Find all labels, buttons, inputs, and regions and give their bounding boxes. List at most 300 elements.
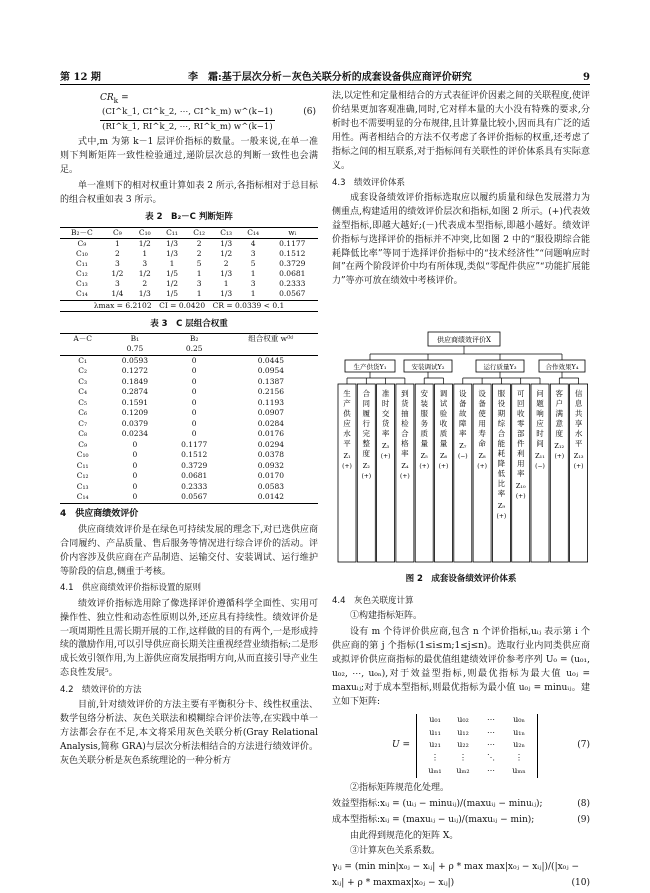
matrix-cell: uₘ₁	[428, 765, 442, 775]
leaf-node-char: 备	[459, 399, 467, 408]
table-row	[60, 461, 318, 472]
matrix-cell: uₘ₂	[456, 765, 470, 775]
matrix-cell: u₀₂	[457, 714, 469, 724]
table-row	[60, 269, 318, 279]
matrix-cell: u₀₁	[429, 714, 441, 724]
table-cell: 0.0681	[279, 269, 306, 279]
leaf-node-char: 可	[516, 389, 525, 398]
table-cell: 0	[191, 408, 197, 418]
table-row	[60, 238, 318, 249]
leaf-node-symbol: Z₁₁	[535, 452, 545, 460]
matrix-cell: u₀ₙ	[513, 714, 525, 724]
table-cell: 0.1209	[121, 408, 149, 418]
leaf-node-char: 备	[478, 399, 486, 408]
leaf-node-char: 利	[516, 449, 525, 458]
leaf-node-char: 共	[574, 409, 583, 418]
table-cell: 0	[132, 471, 138, 481]
table-cell: 3	[250, 279, 256, 289]
leaf-node-char: 量	[439, 439, 448, 448]
leaf-node-char: 收	[516, 409, 525, 418]
leaf-node-char: 部	[516, 429, 525, 438]
table-cell: C₇	[78, 418, 88, 428]
leaf-node-char: 合	[401, 429, 409, 438]
leaf-node-char: 意	[555, 419, 564, 428]
leaf-node-char: 格	[401, 439, 409, 448]
leaf-node-char: 率	[381, 429, 390, 438]
leaf-node-char: 务	[420, 419, 428, 428]
matrix-lhs: U =	[392, 739, 410, 750]
table-cell: 0.3729	[279, 259, 306, 268]
leaf-node-char: 期	[497, 409, 506, 418]
table-cell: 0.0142	[224, 492, 318, 503]
table-row	[60, 249, 318, 259]
paragraph: 设有 m 个待评价供应商,包含 n 个评价指标,uᵢⱼ 表示第 i 个供应商的第 j 个指标(1≤i≤m;1≤j≤n)。选取行业内同类供应商或拟评价供应商指标的最优值组建绩效评价参考序列 U₀ = (u₀₁, u₀₂, ⋯, u₀ₙ),对于效益型指标,则最优指标为最大值 u₀ⱼ = maxuᵢⱼ;对于成本型指标,则最优指标为最小值 u₀ⱼ = minuᵢⱼ。建立如下矩阵:	[332, 627, 590, 707]
table-row	[60, 408, 318, 419]
table-header-cell: wᵢ	[267, 227, 318, 238]
table-cell: 0.0284	[257, 418, 285, 428]
leaf-node-char: 服	[420, 409, 428, 418]
table-cell: 0.0379	[121, 418, 149, 428]
table-cell: C₁₄	[60, 289, 104, 300]
leaf-node-char: 响	[536, 409, 544, 418]
subsection-heading: 4.3 绩效评价体系	[332, 177, 406, 188]
equation-10-cont: xᵢⱼ| + ρ * maxmax|x₀ⱼ − xᵢⱼ|) (10)	[332, 878, 590, 889]
matrix-cell: ⋮	[515, 753, 523, 763]
table-cell: 0.1387	[257, 376, 285, 386]
table-cell: 1	[115, 238, 120, 248]
leaf-node-char: 合	[362, 389, 371, 398]
leaf-node-symbol: Z₆	[439, 452, 448, 460]
leaf-node-char: 货	[401, 399, 409, 408]
leaf-node-char: 能	[497, 439, 506, 448]
step-label: ①构建指标矩阵。	[350, 611, 423, 622]
matrix-cell: ⋯	[487, 740, 495, 750]
table-header-cell: 组合权重 w⁽ᵏ⁾	[224, 333, 318, 344]
table-header-cell: C₁₃	[212, 227, 239, 238]
leaf-node-char: 用	[478, 419, 486, 428]
leaf-node-char: 度	[555, 429, 564, 438]
table-cell: 2	[196, 238, 202, 248]
table-row	[60, 259, 318, 269]
table-cell: 1/2	[111, 269, 124, 279]
table-cell: 1	[142, 248, 148, 258]
table-header-cell: C₁₂	[186, 227, 213, 238]
table-header-cell: 0.75	[105, 344, 164, 355]
equation-10: γᵢⱼ = (min min|x₀ⱼ − xᵢⱼ| + ρ * max max|x₀ⱼ − xᵢⱼ|)/(|x₀ⱼ −	[332, 862, 580, 873]
leaf-node-char: 率	[516, 469, 525, 478]
table-cell: 1/2	[138, 269, 151, 279]
table-cell: 0.2156	[257, 387, 285, 397]
leaf-node-char: 享	[574, 419, 583, 428]
leaf-node-char: 客	[555, 389, 564, 398]
table-cell: C₄	[78, 387, 88, 397]
table-cell: C₆	[78, 408, 88, 418]
table-cell: 0.0583	[257, 481, 285, 491]
leaf-node-char: 同	[362, 399, 371, 408]
matrix-cell: ⋯	[487, 765, 495, 775]
table-row	[60, 450, 318, 461]
leaf-node-char: 水	[574, 429, 583, 438]
table-cell: 2	[196, 248, 202, 258]
leaf-node-char: 零	[516, 419, 525, 428]
leaf-node-sign: (+)	[515, 493, 526, 500]
leaf-node-char: 命	[478, 439, 486, 448]
leaf-node-char: 问	[536, 389, 544, 398]
leaf-node-char: 供	[343, 409, 351, 418]
leaf-node-char: 应	[343, 419, 351, 428]
paragraph: 由此得到规范化的矩阵 X。	[350, 830, 459, 841]
leaf-node-char: 货	[381, 419, 390, 428]
matrix-cell: ⋮	[431, 753, 439, 763]
right-column	[332, 90, 590, 291]
page-number: 9	[583, 72, 590, 83]
leaf-node-char: 耗	[497, 449, 506, 458]
section-heading: 4 供应商绩效评价	[60, 508, 139, 519]
header-rule	[60, 84, 590, 85]
table-cell: 1/2	[220, 248, 233, 258]
table-cell: 1/3	[220, 238, 233, 248]
table-cell: 0.1177	[279, 238, 306, 248]
leaf-node-char: 质	[420, 429, 428, 438]
table-header-cell: C₉	[104, 227, 131, 238]
table-cell: 0.0567	[267, 289, 318, 300]
leaf-node-char: 故	[459, 409, 467, 418]
matrix-grid	[416, 714, 538, 778]
leaf-node-sign: (+)	[477, 463, 487, 470]
table-header-cell: C₁₀	[131, 227, 158, 238]
leaf-node-char: 安	[420, 389, 428, 398]
leaf-node-char: 质	[439, 429, 448, 438]
table-cell: C₁₁	[76, 460, 89, 470]
equation-9: 成本型指标:xᵢⱼ = (maxuᵢⱼ − uᵢⱼ)/(maxuᵢⱼ − min); (9)	[332, 814, 590, 825]
equation-number: (6)	[303, 106, 316, 117]
leaf-node-char: 完	[362, 429, 371, 438]
table-cell: 0.0932	[257, 460, 285, 470]
table-cell: C₁₂	[76, 471, 89, 481]
leaf-node-symbol: Z₃	[382, 442, 390, 450]
table-cell: 1/3	[131, 289, 158, 300]
matrix-cell: uₘₙ	[512, 765, 526, 775]
table-row	[60, 482, 318, 493]
leaf-node-symbol: Z₁₀	[515, 482, 526, 490]
matrix-cell: u₂₁	[429, 740, 441, 750]
leaf-node-sign: (+)	[342, 463, 352, 470]
table-cell: 4	[250, 238, 256, 248]
paragraph: 法,以定性和定量相结合的方式表征评价因素之间的关联程度,使评价结果更加客观准确,同时,它对样本量的大小没有特殊的要求,分析时也不需要明显的分布规律,且计算量比较小,因而具有广泛的适用性。两者相结合的方法不仅考虑了各评价指标的权重,还考虑了指标之间的相互联系,对于指标间有关联性的评价体系具有实际意义。	[332, 91, 590, 171]
equation-number: (7)	[577, 739, 590, 750]
table-header-cell: 0.25	[165, 344, 224, 355]
leaf-node-char: 时	[536, 429, 544, 438]
table-cell: 0	[132, 439, 138, 449]
matrix-cell: u₂₂	[457, 740, 469, 750]
table-cell: C₉	[77, 238, 87, 248]
table-cell: 2	[223, 259, 229, 268]
table-cell: 0	[191, 387, 197, 397]
table-row	[60, 279, 318, 289]
leaf-node-char: 回	[516, 399, 525, 408]
leaf-node-char: 间	[536, 439, 544, 448]
leaf-node-symbol: Z₇	[459, 442, 467, 450]
table-cell: 0	[191, 429, 197, 439]
table-cell: 0.0170	[257, 471, 285, 481]
table-row	[60, 492, 318, 503]
table-cell: C₁₃	[76, 279, 88, 289]
group-node-label: 安装调试Y₂	[411, 363, 445, 371]
table-footer-row	[60, 300, 318, 311]
leaf-node-char: 率	[497, 489, 506, 498]
table-cell: 0.0294	[257, 439, 285, 449]
table-cell: 0	[191, 418, 197, 428]
table-cell: 0.1591	[121, 397, 149, 407]
table-header-cell: B₂－C	[60, 227, 104, 238]
table-header-cell: C₁₁	[158, 227, 185, 238]
leaf-node-char: 时	[381, 399, 390, 408]
paragraph: 目前,针对绩效评价的方法主要有平衡积分卡、线性权重法、数学包络分析法、灰色关联法和模糊综合评价法等,在实践中单一方法都会存在不足,本文将采用灰色关联分析(Gray Relational Analysis,简称 GRA)与层次分析法相结合的方法进行绩效评价。灰色关联分析是灰色系统理论的一种分析方	[60, 700, 318, 767]
table3-caption: 表 3 C 层组合权重	[150, 318, 228, 329]
table-cell: 0	[191, 397, 197, 407]
equation-8: 效益型指标:xᵢⱼ = (uᵢⱼ − minuᵢⱼ)/(maxuᵢⱼ − minuᵢⱼ); (8)	[332, 798, 590, 809]
leaf-node-char: 整	[362, 439, 371, 448]
table-cell: 1/3	[166, 238, 179, 248]
table-cell: C₉	[78, 439, 88, 449]
leaf-node-symbol: Z₂	[362, 462, 370, 470]
leaf-node-char: 率	[459, 429, 467, 438]
leaf-node-char: 到	[401, 389, 409, 398]
table-cell: 0	[132, 460, 138, 470]
group-node-label: 生产供货Y₁	[353, 363, 387, 371]
paragraph: 成套设备绩效评价指标选取应以履约质量和绿色发展潜力为侧重点,构建适用的绩效评价层次和指标,如图 2 所示。(+)代表效益型指标,即越大越好;(－)代表成本型指标,即越小越好。绩效评价指标与选择评价的指标并不冲突,比如图 2 中的“服役期综合能耗降低比率”等同于选择评价指标中的“技术经济性”“问题响应时间”在两个阶段评价中均有所体现,类似“零配件供应”“功能扩展能力”等亦可放在绩效中考核评价。	[332, 192, 590, 287]
table-2	[60, 227, 318, 312]
table-3	[60, 333, 318, 504]
table-cell: 0.0593	[121, 355, 149, 365]
leaf-node-char: 设	[478, 389, 486, 398]
table-cell: C₁₂	[76, 269, 88, 279]
table-cell: 1	[240, 289, 267, 300]
leaf-node-sign: (+)	[400, 473, 410, 480]
table-cell: 0.0567	[165, 492, 224, 503]
table-header-cell: B₁	[105, 333, 164, 344]
running-title: 李 霜:基于层次分析－灰色关联分析的成套设备供应商评价研究	[188, 72, 472, 83]
table-cell: 1	[186, 289, 213, 300]
group-node-label: 合作效果Y₄	[545, 363, 579, 371]
matrix-cell: ⋯	[487, 714, 495, 724]
table-cell: C₁₀	[76, 450, 89, 460]
leaf-node-char: 降	[497, 459, 506, 468]
leaf-node-char: 服	[497, 389, 506, 398]
issue-number: 第 12 期	[60, 72, 101, 83]
table-row	[60, 471, 318, 482]
table-cell: 1	[250, 269, 256, 279]
table-cell: 0.1272	[121, 366, 149, 376]
table-row	[60, 440, 318, 451]
leaf-node-char: 使	[478, 409, 486, 418]
leaf-node-sign: (+)	[419, 463, 430, 470]
table-cell: 0.2333	[279, 279, 306, 289]
table-row	[60, 419, 318, 430]
table-cell: 0.0176	[257, 429, 285, 439]
leaf-node-char: 率	[401, 449, 409, 458]
table-cell: 0	[191, 366, 197, 376]
matrix-cell: u₁₁	[429, 727, 441, 737]
leaf-node-symbol: Z₄	[401, 462, 409, 470]
leaf-node-char: 水	[343, 429, 351, 438]
table-cell: 0.0954	[257, 366, 285, 376]
leaf-node-char: 量	[420, 439, 428, 448]
table-cell: 3	[250, 248, 256, 258]
subsection-heading: 4.1 供应商绩效评价指标设置的原则	[60, 583, 202, 594]
leaf-node-char: 满	[555, 409, 564, 418]
leaf-node-char: 平	[574, 439, 583, 448]
table-cell: C₂	[78, 366, 88, 376]
matrix-cell: ⋱	[487, 753, 495, 763]
table-cell: 0	[191, 355, 197, 365]
table-cell: 0.3729	[181, 460, 208, 470]
table-cell: 1/2	[138, 238, 151, 248]
table-cell: 3	[142, 259, 148, 268]
leaf-node-char: 应	[536, 419, 544, 428]
table2-caption: 表 2 B₂－C 判断矩阵	[145, 212, 233, 223]
leaf-node-sign: (−)	[457, 453, 468, 460]
leaf-node-char: 履	[362, 409, 371, 418]
leaf-node-sign: (+)	[573, 463, 584, 470]
matrix-U	[332, 714, 590, 778]
leaf-node-char: 准	[381, 389, 390, 398]
table-cell: 0.1177	[181, 439, 208, 449]
table-cell: C₈	[78, 429, 88, 439]
paragraph: 绩效评价指标选用除了像选择评价遵循科学全面性、实用可操作性、独立性和动态性原则以外,还应具有持续性。绩效评价是一项周期性且需长期开展的工作,这样做的目的有两个,一是形成持续的激励作用,可以引导供应商长期关注重视经营业绩指标;二是形成长效引领作用,为上游供应商发展指明方向,从而直接引导产业生态良性发展⁵。	[60, 598, 318, 679]
leaf-node-symbol: Z₅	[420, 452, 428, 460]
table-cell: 0.2333	[181, 481, 208, 491]
table-cell: 0.0378	[257, 450, 285, 460]
table-row	[60, 355, 318, 366]
table-row	[60, 429, 318, 440]
leaf-node-char: 交	[381, 409, 390, 418]
table-header-cell	[224, 344, 318, 355]
paragraph: 式中,m 为第 k－1 层评价指标的数量。一般来说,在单一准则下判断矩阵一致性检验通过,递阶层次总的判断一致性也会满足。	[60, 136, 318, 175]
left-column	[60, 90, 318, 771]
leaf-node-char: 综	[497, 419, 506, 428]
subsection-heading: 4.2 绩效评价的方法	[60, 685, 142, 696]
leaf-node-char: 抽	[401, 409, 409, 418]
table-row	[60, 377, 318, 388]
table-cell: 3	[196, 279, 202, 289]
paragraph: 供应商绩效评价是在绿色可持续发展的理念下,对已选供应商合同履约、产品质量、售后服务等情况进行综合评价的活动。评价内容涉及供应商在产品制造、运输交付、安装调试、运行维护等阶段的信息,侧重于考核。	[60, 524, 318, 577]
table-header-cell: C₁₄	[240, 227, 267, 238]
table-row	[60, 387, 318, 398]
leaf-node-char: 验	[439, 409, 448, 418]
matrix-cell: ⋯	[487, 727, 495, 737]
leaf-node-char: 生	[343, 389, 351, 398]
leaf-node-char: 装	[420, 399, 428, 408]
leaf-node-symbol: Z₁₂	[554, 442, 565, 450]
table-cell: 0	[105, 492, 164, 503]
table-cell: 1/3	[220, 269, 233, 279]
table-cell: 2	[115, 248, 120, 258]
leaf-node-char: 调	[439, 389, 448, 398]
table-cell: C₁₁	[76, 259, 88, 268]
table-cell: 0	[191, 376, 197, 386]
table-row	[60, 289, 318, 300]
leaf-node-char: 平	[343, 439, 351, 448]
subsection-heading: 4.4 灰色关联度计算	[332, 596, 414, 606]
leaf-node-char: 设	[459, 389, 467, 398]
table-cell: 3	[115, 279, 120, 289]
table-cell: C₃	[78, 376, 88, 386]
table-footer: λmax = 6.2102 CI = 0.0420 CR = 0.0339 < 0.1	[60, 300, 318, 311]
leaf-node-char: 件	[516, 439, 525, 448]
matrix-cell: ⋮	[459, 753, 467, 763]
table-cell: 0.1193	[257, 397, 285, 407]
leaf-node-char: 寿	[478, 429, 486, 438]
equation-6: $CR_k$ = $\frac{(CI\^{}k\_1, CI\^{}k\_2, \cdots, CI\^{}k\_m) w\^{}(k-1)}{(RI\^{}k\_1, RI\^{}k\_2, \cdots, RI\^{}k\_m) w\^{}(k-1)}$ (6)	[60, 92, 318, 134]
table-cell: 0.1849	[121, 376, 149, 386]
leaf-node-char: 户	[555, 399, 564, 408]
leaf-node-sign: (+)	[554, 453, 565, 460]
table-cell: 0.0907	[257, 408, 285, 418]
leaf-node-char: 合	[497, 429, 506, 438]
table-header-cell: A－C	[60, 333, 105, 344]
leaf-node-char: 用	[516, 459, 525, 468]
leaf-node-char: 收	[439, 419, 448, 428]
leaf-node-symbol: Z₁	[343, 452, 351, 460]
leaf-node-char: 产	[343, 399, 351, 408]
table-cell: 2	[142, 279, 148, 289]
paragraph: 单一准则下的相对权重计算如表 2 所示,各指标相对于总目标的组合权重如表 3 所示。	[60, 180, 318, 205]
table-cell: 1/3	[212, 289, 239, 300]
leaf-node-sign: (+)	[380, 453, 391, 460]
table-cell: 1/3	[166, 248, 179, 258]
figure-2-diagram	[336, 330, 588, 566]
table-cell: 0.1512	[279, 248, 306, 258]
table-cell: 0	[132, 450, 138, 460]
leaf-node-char: 试	[439, 399, 448, 408]
table-cell: 0	[132, 481, 138, 491]
leaf-node-char: 息	[574, 399, 583, 408]
top-node-label: 供应商绩效评价X	[437, 336, 491, 344]
table-header-cell: B₂	[165, 333, 224, 344]
leaf-node-sign: (+)	[438, 463, 449, 470]
table-cell: C₁₃	[76, 481, 89, 491]
table-cell: 0.1512	[181, 450, 208, 460]
matrix-cell: u₁ₙ	[513, 727, 525, 737]
table-cell: 1/4	[104, 289, 131, 300]
leaf-node-symbol: Z₉	[497, 502, 505, 510]
table-cell: 1	[169, 259, 175, 268]
table-cell: C₁₀	[76, 248, 88, 258]
leaf-node-char: 低	[497, 469, 506, 478]
table-cell: C₁	[78, 355, 88, 365]
matrix-cell: u₂ₙ	[513, 740, 525, 750]
group-node-label: 运行质量Y₃	[483, 363, 517, 371]
table-header-cell	[60, 344, 105, 355]
table-cell: 0.2874	[121, 387, 149, 397]
leaf-node-char: 障	[459, 419, 467, 428]
right-column-lower	[332, 592, 590, 893]
eq6-fraction: $\frac{(CI\^{}k\_1, CI\^{}k\_2, \cdots, CI\^{}k\_m) w\^{}(k-1)}{(RI\^{}k\_1, RI\^{}k\_2, \cdots, RI\^{}k\_m) w\^{}(k-1)}$	[102, 107, 273, 132]
leaf-node-char: 信	[574, 389, 583, 398]
table-cell: 3	[115, 259, 120, 268]
leaf-node-symbol: Z₁₃	[573, 452, 584, 460]
leaf-node-char: 行	[362, 419, 371, 428]
leaf-node-char: 役	[497, 399, 506, 408]
table-cell: 1	[223, 279, 229, 289]
table-cell: 5	[196, 259, 202, 268]
table-cell: 0.0234	[121, 429, 149, 439]
table-cell: C₁₄	[60, 492, 105, 503]
table-row	[60, 366, 318, 377]
table-cell: 0.0445	[257, 355, 285, 365]
table-cell: 1	[196, 269, 202, 279]
